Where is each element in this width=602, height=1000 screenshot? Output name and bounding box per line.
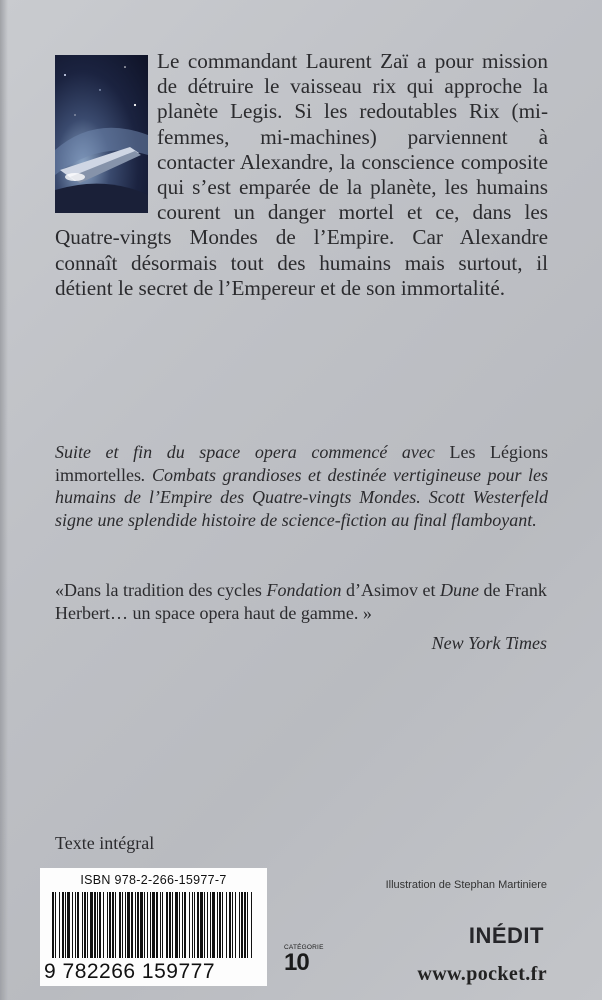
barcode-bar: [82, 892, 83, 958]
barcode-bar: [52, 892, 54, 958]
barcode-bar: [222, 892, 223, 958]
barcode-bar: [109, 892, 111, 958]
quote-work-fondation: Fondation: [266, 580, 342, 600]
barcode-bar: [135, 892, 136, 958]
quote-mid: d’Asimov et: [345, 580, 436, 600]
barcode-bar: [200, 892, 203, 958]
illustration-credit: Illustration de Stephan Martiniere: [385, 879, 547, 891]
barcode-bar: [87, 892, 88, 958]
barcode-bar: [239, 892, 240, 958]
barcode-bar: [90, 892, 93, 958]
barcode-bar: [156, 892, 158, 958]
quote-rest: de Frank Herbert… un space opera haut de gamme. »: [55, 580, 547, 623]
barcode-bar: [115, 892, 116, 958]
categorie-badge: [284, 944, 324, 976]
texte-integral-label: Texte intégral: [55, 833, 155, 853]
barcode-bar: [147, 892, 148, 958]
barcode-bar: [103, 892, 104, 958]
barcode-bar: [235, 892, 236, 958]
barcode-bar: [55, 892, 56, 958]
inedit-label: INÉDIT: [468, 923, 544, 948]
barcode-bar: [62, 892, 64, 958]
barcode-bar: [197, 892, 199, 958]
barcode-bar: [247, 892, 248, 958]
barcode-bar: [179, 892, 180, 958]
blurb-text-intro: Suite et fin du space opera commencé avec: [55, 442, 435, 462]
barcode-bar: [172, 892, 173, 958]
quote-work-dune: Dune: [439, 580, 479, 600]
barcode-bar: [232, 892, 233, 958]
quote-open: «Dans la tradition des cycles: [55, 580, 262, 600]
barcode-bar: [144, 892, 145, 958]
categorie-label: CATÉGORIE: [284, 944, 324, 951]
barcode-bar: [217, 892, 218, 958]
blurb-paragraph: [55, 441, 548, 531]
categorie-number: 10: [284, 949, 309, 976]
barcode-bar: [84, 892, 86, 958]
barcode-digits: 9 782266 159777: [44, 960, 215, 983]
barcode-bar: [226, 892, 227, 958]
barcode-bar: [212, 892, 215, 958]
blurb-series-title: Les Légions immortelles: [55, 442, 549, 485]
barcode-bar: [137, 892, 139, 958]
barcode-bar: [160, 892, 161, 958]
barcode-bar: [72, 892, 73, 958]
barcode-bar: [127, 892, 130, 958]
barcode-bar: [131, 892, 133, 958]
barcode-bar: [67, 892, 70, 958]
barcode-bar: [244, 892, 246, 958]
barcode-icon: [50, 892, 257, 958]
barcode-bar: [175, 892, 178, 958]
barcode-bar: [122, 892, 123, 958]
barcode-bar: [65, 892, 66, 958]
barcode-bar: [192, 892, 193, 958]
barcode-bar: [241, 892, 243, 958]
barcode-bar: [184, 892, 186, 958]
barcode-bar: [119, 892, 121, 958]
barcode-bar: [169, 892, 171, 958]
barcode-bar: [77, 892, 79, 958]
blurb-text-rest: . Combats grandioses et destinée vertigineuse pour les humains de l’Empire des Quatre-vingts Mondes. Scott Westerfeld signe une splendide histoire de science-fiction au final flamboyant.: [55, 464, 548, 530]
barcode-bar: [219, 892, 221, 958]
barcode-bar: [125, 892, 126, 958]
synopsis-text: Le commandant Laurent Zaï a pour mission de détruire le vaisseau rix qui approche la planète Legis. Si les redoutables Rix (mi-femmes, mi-machines) parviennent à contacter Alexandre, la conscience composite qui s’est emparée de la planète, les humains courent un danger mortel et ce, dans les Quatre-vingts Mondes de l’Empire. Car Alexandre connaît désormais tout des humains mais surtout, il détient le secret de l’Empereur et de son immortalité.: [55, 49, 548, 300]
barcode-bar: [182, 892, 183, 958]
barcode-bar: [112, 892, 114, 958]
barcode-bar: [140, 892, 143, 958]
barcode-bar: [97, 892, 98, 958]
barcode-bar: [107, 892, 108, 958]
press-quote: [55, 579, 548, 624]
website-link[interactable]: www.pocket.fr: [417, 963, 547, 985]
barcode-bar: [210, 892, 211, 958]
barcode-bar: [194, 892, 195, 958]
barcode-bar: [152, 892, 155, 958]
synopsis-paragraph: [55, 49, 548, 301]
barcode-bar: [75, 892, 76, 958]
isbn-label: ISBN 978-2-266-15977-7: [80, 873, 227, 887]
barcode-bar: [189, 892, 190, 958]
barcode-bar: [166, 892, 168, 958]
isbn-barcode-panel: [40, 868, 267, 986]
barcode-bar: [204, 892, 205, 958]
barcode-bar: [229, 892, 231, 958]
barcode-bar: [94, 892, 96, 958]
barcode-bar: [99, 892, 101, 958]
barcode-bar: [59, 892, 60, 958]
barcode-bar: [150, 892, 151, 958]
barcode-bar: [162, 892, 163, 958]
quote-source: New York Times: [431, 633, 547, 653]
barcode-bar: [207, 892, 208, 958]
barcode-bar: [251, 892, 252, 958]
